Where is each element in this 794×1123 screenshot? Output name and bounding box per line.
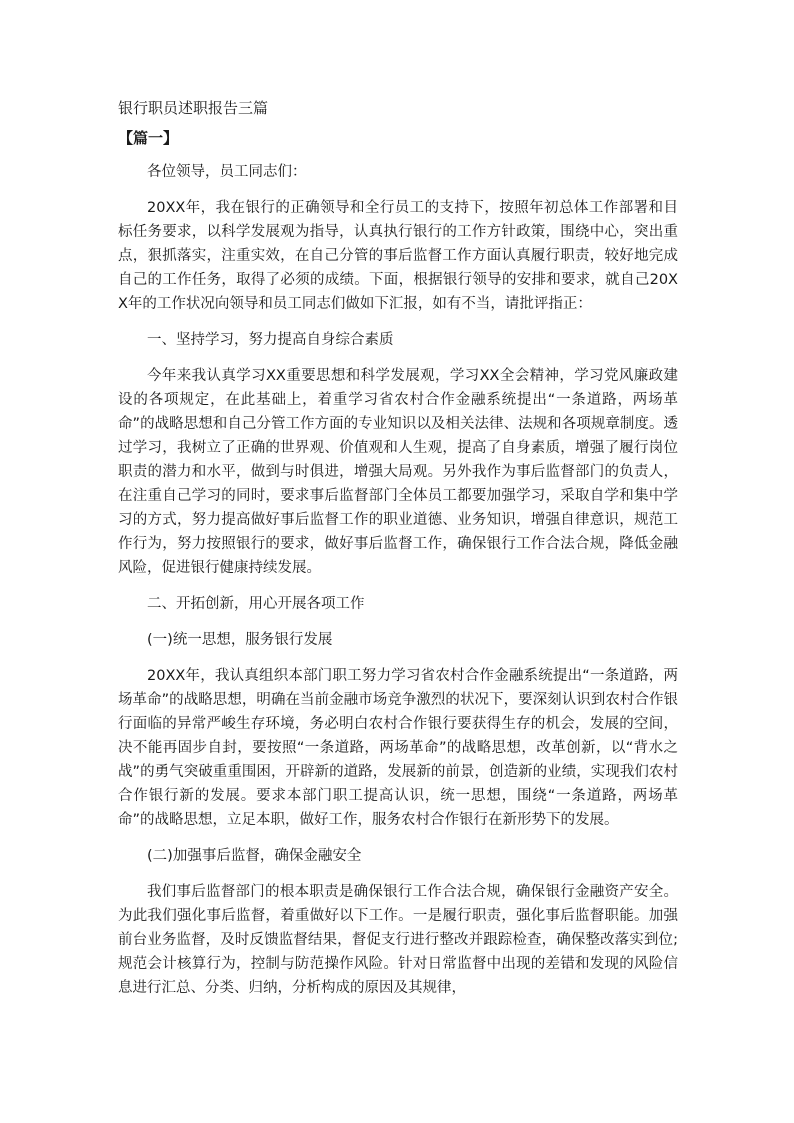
subheading-supervision: (二)加强事后监督，确保金融安全 — [147, 848, 362, 864]
study-paragraph: 今年来我认真学习XX重要思想和科学发展观，学习XX全会精神，学习党风廉政建设的各项规定，在此基础上，着重学习省农村合作金融系统提出“一条道路，两场革命”的战略思想和自己分管工作方面的专业知识以及相关法律、法规和各项规章制度。透过学习，我树立了正确的世界观、价值观和人生观，提高了自身素质，增强了履行岗位职责的潜力和水平，做到与时俱进，增强大局观。另外我作为事后监督部门的负责人，在注重自己学习的同时，要求事后监督部门全体员工都要加强学习，采取自学和集中学习的方式，努力提高做好事后监督工作的职业道德、业务知识，增强自律意识，规范工作行为，努力按照银行的要求，做好事后监督工作，确保银行工作合法合规，降低金融风险，促进银行健康持续发展。 — [118, 368, 678, 576]
heading-innovation: 二、开拓创新，用心开展各项工作 — [147, 596, 365, 612]
greeting: 各位领导，员工同志们： — [147, 164, 307, 180]
supervision-paragraph: 我们事后监督部门的根本职责是确保银行工作合法合规，确保银行金融资产安全。为此我们强化事后监督，着重做好以下工作。一是履行职责，强化事后监督职能。加强前台业务监督，及时反馈监督结果，督促支行进行整改并跟踪检查，确保整改落实到位;规范会计核算行为，控制与防范操作风险。针对日常监督中出现的差错和发现的风险信息进行汇总、分类、归纳，分析构成的原因及其规律， — [118, 884, 678, 996]
unify-thinking-paragraph: 20XX年，我认真组织本部门职工努力学习省农村合作金融系统提出“一条道路，两场革命”的战略思想，明确在当前金融市场竞争激烈的状况下，要深刻认识到农村合作银行面临的异常严峻生存环境，务必明白农村合作银行要获得生存的机会，发展的空间，决不能再固步自封，要按照“一条道路，两场革命”的战略思想，改革创新，以“背水之战”的勇气突破重重围困，开辟新的道路，发展新的前景，创造新的业绩，实现我们农村合作银行新的发展。要求本部门职工提高认识，统一思想，围绕“一条道路，两场革命”的战略思想，立足本职，做好工作，服务农村合作银行在新形势下的发展。 — [118, 668, 678, 828]
subheading-unify-thinking: (一)统一思想，服务银行发展 — [147, 632, 333, 648]
intro-paragraph: 20XX年，我在银行的正确领导和全行员工的支持下，按照年初总体工作部署和目标任务要求，以科学发展观为指导，认真执行银行的工作方针政策，围绕中心，突出重点，狠抓落实，注重实效，在自己分管的事后监督工作方面认真履行职责，较好地完成自己的工作任务，取得了必须的成绩。下面，根据银行领导的安排和要求，就自己20XX年的工作状况向领导和员工同志们做如下汇报，如有不当，请批评指正： — [118, 200, 678, 312]
document-title: 银行职员述职报告三篇 — [118, 99, 269, 117]
document-page — [118, 96, 678, 1012]
heading-study: 一、坚持学习，努力提高自身综合素质 — [147, 332, 394, 348]
section-label: 【篇一】 — [118, 129, 179, 147]
